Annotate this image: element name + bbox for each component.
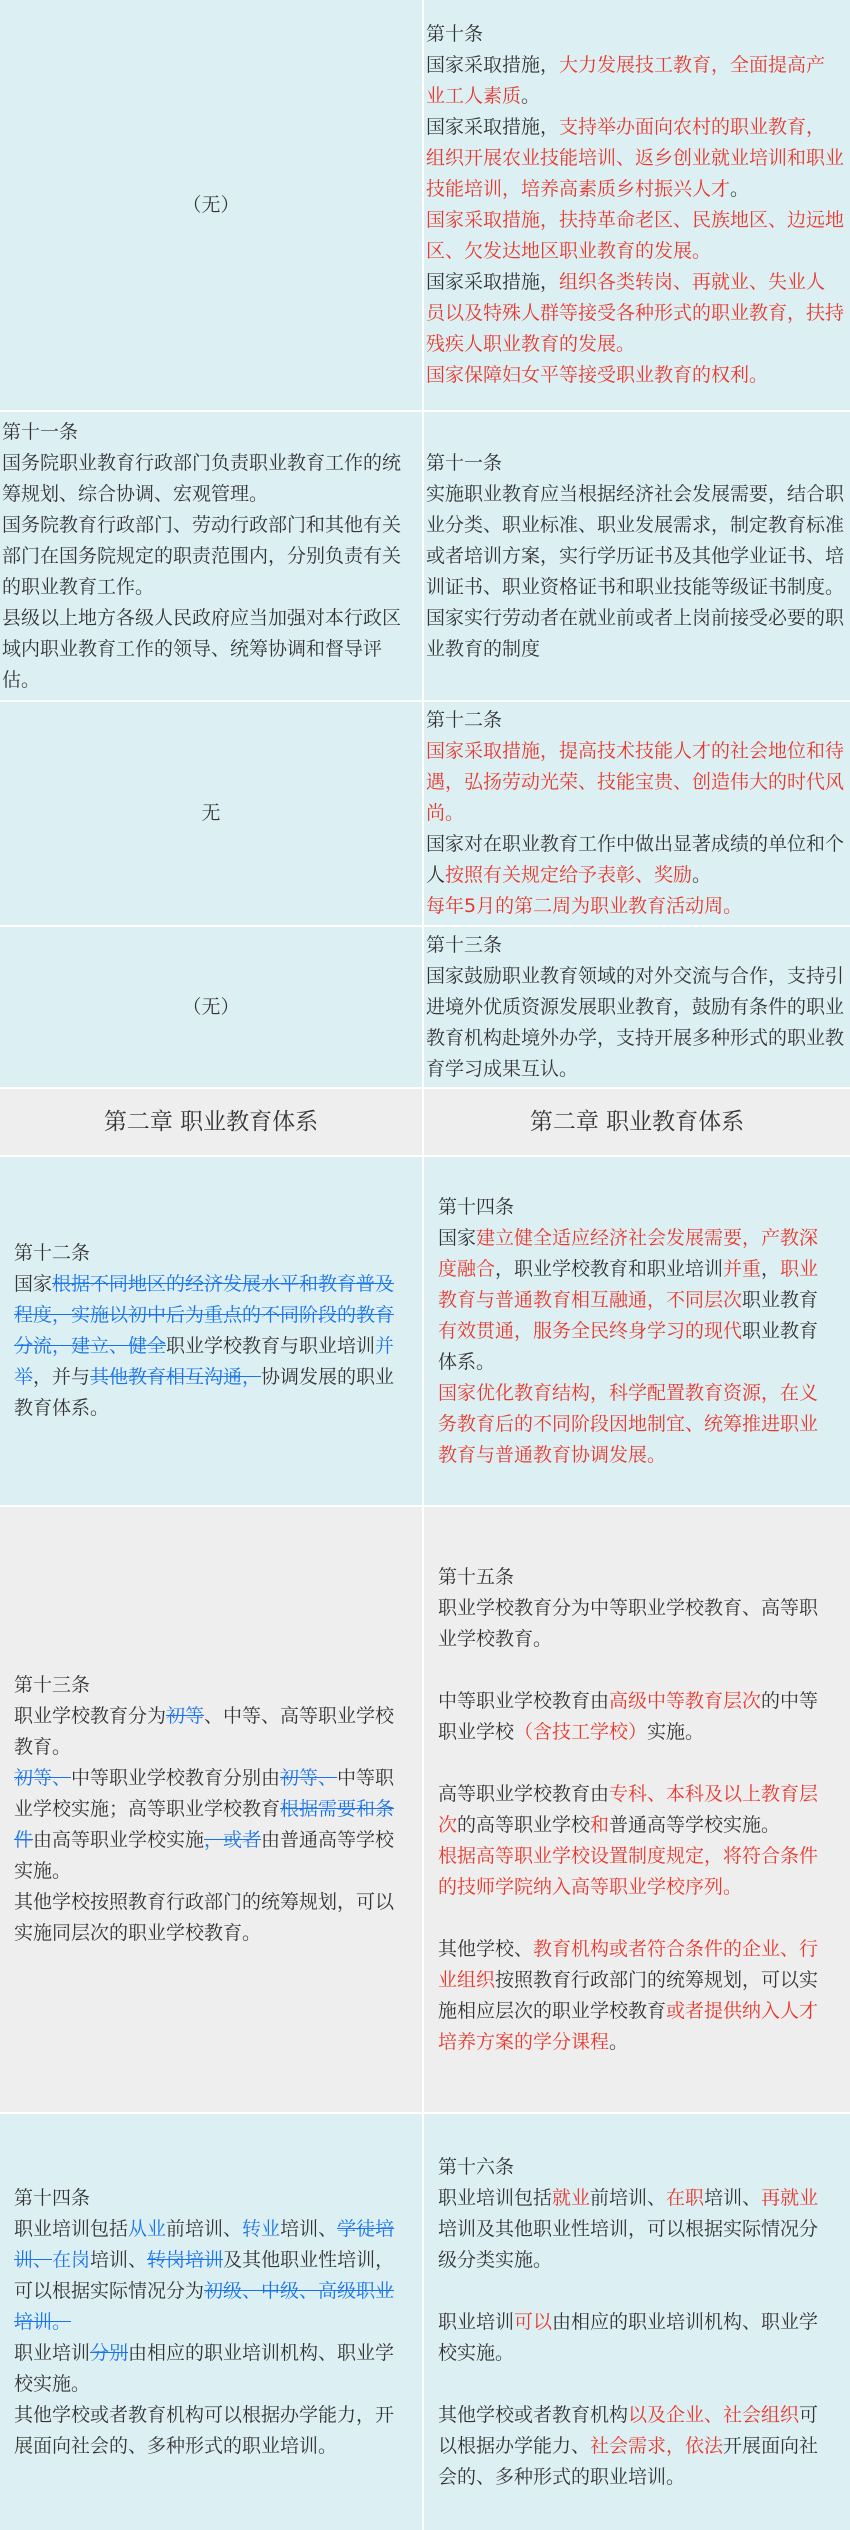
- text-run: 第十一条: [2, 420, 79, 443]
- added-text: 以及企业、社会组织: [628, 2403, 800, 2426]
- deleted-text: 根据需要和条件: [14, 1798, 395, 1851]
- added-text: 有效贯通，服务全民终身学习的现代: [438, 1319, 743, 1342]
- right-cell-article-12: [424, 702, 850, 925]
- text-run: 第十三条: [14, 1674, 91, 1696]
- added-text: 专科、本科及以上教育层次: [438, 1782, 819, 1836]
- text-run: 普通高等学校实施。: [609, 1813, 781, 1836]
- row-article-13: [0, 927, 850, 1089]
- text-run: 及其他职业性培训，可以根据实际情况分为: [14, 2248, 395, 2302]
- paragraph: [426, 448, 844, 479]
- left-cell-old-article-14: [0, 2114, 424, 2530]
- text-run: 职业教育体系。: [438, 1319, 819, 1373]
- chapter-2-heading-row: [0, 1089, 850, 1157]
- added-text: 教育机构或者符合条件的企业、行业组织: [438, 1937, 819, 1991]
- paragraph: [426, 50, 844, 112]
- left-cell-article-12: 无: [0, 702, 424, 925]
- deleted-text: 初级、中级、高级职业培训。: [14, 2279, 395, 2333]
- text-run: 国家对在职业教育工作中做出显著成绩的单位和个人: [426, 833, 845, 886]
- paragraph: [14, 2400, 408, 2462]
- changed-text: 在岗: [52, 2248, 91, 2271]
- paragraph: [438, 2183, 836, 2276]
- paragraph: [426, 891, 844, 922]
- paragraph: [426, 930, 844, 961]
- text-run: 的中等职业学校: [438, 1689, 819, 1743]
- text-run: 国家: [14, 1273, 53, 1295]
- paragraph: [426, 205, 844, 267]
- text-run: ，: [761, 1257, 781, 1280]
- text-run: 第十二条: [426, 709, 503, 731]
- paragraph-gap: [438, 2369, 836, 2400]
- added-text: 组织各类转岗、再就业、失业人员以及特殊人群等接受各种形式的职业教育，扶持残疾人职业教育的发展。: [426, 271, 845, 355]
- deleted-text: 根据不同地区的经济发展水平和教育普及程度，实施以初中后为重点的不同阶段的教育分流，建立、健全: [14, 1273, 395, 1357]
- left-cell-old-article-12: [0, 1157, 424, 1505]
- row-article-12: [0, 702, 850, 927]
- paragraph: [426, 267, 844, 360]
- text-run: 中等职业学校实施；高等职业学校教育: [14, 1767, 395, 1820]
- added-text: 国家优化教育结构，科学配置教育资源，在义务教育后的不同阶段因地制宜、统筹推进职业教育与普通教育协调发展。: [438, 1381, 819, 1466]
- paragraph: [14, 1238, 408, 1269]
- text-run: 第十五条: [438, 1565, 515, 1588]
- text-run: 职业培训: [14, 2341, 91, 2364]
- text-run: 第十四条: [14, 2186, 91, 2209]
- added-text: 每年5月的第二周为职业教育活动周。: [426, 895, 743, 917]
- paragraph: [438, 2307, 836, 2369]
- text-run: 培训、: [90, 2248, 148, 2271]
- added-text: 在职: [666, 2186, 705, 2209]
- paragraph: [14, 1763, 408, 1887]
- paragraph: [426, 705, 844, 736]
- added-text: 根据高等职业学校设置制度规定，将符合条件的技师学院纳入高等职业学校序列。: [438, 1844, 819, 1898]
- text-run: 高等职业学校教育由: [438, 1782, 610, 1805]
- right-cell-new-article-15: [424, 1507, 850, 2112]
- text-run: 由相应的职业培训机构、职业学校实施。: [438, 2310, 819, 2364]
- chapter-heading-old: 第二章 职业教育体系: [0, 1089, 424, 1155]
- text-run: 由高等职业学校实施: [33, 1829, 205, 1851]
- added-text: 建立健全适应经济社会发展需要，产教深度融合: [438, 1226, 819, 1280]
- paragraph: [14, 1670, 408, 1701]
- paragraph: [14, 2338, 408, 2400]
- row-vocational-training: [0, 2114, 850, 2530]
- added-text: 和: [590, 1813, 610, 1836]
- deleted-text: 学徒培训、: [14, 2217, 395, 2271]
- paragraph: [14, 1887, 408, 1949]
- text-run: 可以根据办学能力、: [438, 2403, 819, 2457]
- text-run: 、中等、高等职业学校教育。: [14, 1705, 395, 1758]
- text-run: 实施职业教育应当根据经济社会发展需要，结合职业分类、职业标准、职业发展需求，制定教育标准或者培训方案，实行学历证书及其他学业证书、培训证书、职业资格证书和职业技能等级证书制度。: [426, 482, 845, 598]
- text-run: 由相应的职业培训机构、职业学校实施。: [14, 2341, 395, 2395]
- text-run: 前培训、: [166, 2217, 243, 2240]
- text-run: ，并与: [33, 1366, 91, 1388]
- text-run: 其他学校、: [438, 1937, 534, 1960]
- text-run: 职业学校教育分为: [14, 1705, 167, 1727]
- text-run: 。: [521, 85, 541, 107]
- right-cell-article-10: [424, 0, 850, 410]
- paragraph: [438, 1686, 836, 1748]
- text-run: 按照教育行政部门的统筹规划，可以实施相应层次的职业学校教育: [438, 1968, 819, 2022]
- text-run: 国务院职业教育行政部门负责职业教育工作的统筹规划、综合协调、宏观管理。: [2, 451, 402, 505]
- paragraph: [2, 603, 416, 696]
- paragraph: [2, 510, 416, 603]
- left-cell-old-article-13: [0, 1507, 424, 2112]
- row-vocational-school-education: [0, 1507, 850, 2114]
- text-run: 。: [730, 178, 750, 200]
- paragraph: [438, 1378, 836, 1471]
- added-text: 国家采取措施，提高技术技能人才的社会地位和待遇，弘扬劳动光荣、技能宝贵、创造伟大的时代风尚。: [426, 740, 845, 824]
- text-run: 。: [692, 864, 712, 886]
- text-run: 的高等职业学校: [457, 1813, 591, 1836]
- text-run: 由普通高等学校实施。: [14, 1829, 395, 1882]
- paragraph: [438, 1593, 836, 1655]
- paragraph-gap: [438, 2276, 836, 2307]
- added-text: 大力发展技工教育，全面提高产业工人素质: [426, 54, 826, 107]
- text-run: 第十三条: [426, 933, 503, 956]
- paragraph: [426, 19, 844, 50]
- text-run: 培训、: [704, 2186, 762, 2209]
- left-cell-article-13: （无）: [0, 927, 424, 1087]
- text-run: 实施。: [647, 1720, 705, 1743]
- row-article-11: [0, 412, 850, 702]
- added-text: 国家保障妇女平等接受职业教育的权利。: [426, 364, 769, 386]
- text-run: 国家采取措施，: [426, 116, 560, 138]
- text-run: 协调发展的职业教育体系。: [14, 1366, 395, 1419]
- text-run: 国家实行劳动者在就业前或者上岗前接受必要的职业教育的制度: [426, 606, 845, 660]
- added-text: 或者提供纳入人才培养方案的学分课程: [438, 1999, 819, 2053]
- text-run: 第十条: [426, 23, 484, 45]
- right-cell-new-article-14: [424, 1157, 850, 1505]
- right-cell-new-article-16: [424, 2114, 850, 2530]
- added-text: 支持举办面向农村的职业教育，组织开展农业技能培训、返乡创业就业培训和职业技能培训，培养高素质乡村振兴人才: [426, 116, 845, 200]
- added-text: 就业: [552, 2186, 591, 2209]
- text-run: 培训及其他职业性培训，可以根据实际情况分级分类实施。: [438, 2217, 819, 2271]
- text-run: 。: [609, 2030, 629, 2053]
- deleted-text: 初等、: [280, 1767, 338, 1789]
- paragraph: [426, 360, 844, 391]
- text-run: 开展面向社会的、多种形式的职业培训。: [438, 2434, 819, 2488]
- text-run: 其他学校或者教育机构可以根据办学能力，开展面向社会的、多种形式的职业培训。: [14, 2403, 395, 2457]
- text-run: 国家采取措施，: [426, 271, 560, 293]
- added-text: 职业教育与普通教育相互融通，不同层次: [438, 1257, 819, 1311]
- text-run: 职业培训: [438, 2310, 515, 2333]
- paragraph: [438, 2152, 836, 2183]
- deleted-text: 分别: [90, 2341, 129, 2364]
- text-run: 第十四条: [438, 1195, 515, 1218]
- text-run: 县级以上地方各级人民政府应当加强对本行政区域内职业教育工作的领导、统筹协调和督导评估。: [2, 606, 402, 691]
- chapter-heading-new: 第二章 职业教育体系: [424, 1089, 850, 1155]
- paragraph-gap: [438, 1655, 836, 1686]
- paragraph: [14, 2214, 408, 2338]
- text-run: 职业学校教育分为中等职业学校教育、高等职业学校教育。: [438, 1596, 819, 1650]
- paragraph: [438, 2400, 836, 2493]
- text-run: 其他学校或者教育机构: [438, 2403, 629, 2426]
- added-text: 再就业: [761, 2186, 819, 2209]
- text-run: 培训、: [280, 2217, 338, 2240]
- text-run: 职业教育: [742, 1288, 819, 1311]
- text-run: ，职业学校教育和职业培训: [495, 1257, 724, 1280]
- added-text: 高级中等教育层次: [609, 1689, 762, 1712]
- right-cell-article-11: [424, 412, 850, 700]
- paragraph: [426, 479, 844, 603]
- changed-text: 从业: [128, 2217, 167, 2240]
- paragraph: [14, 1701, 408, 1763]
- paragraph: [2, 448, 416, 510]
- paragraph: [438, 1934, 836, 2058]
- text-run: 国家采取措施，: [426, 54, 560, 76]
- changed-text: 转业: [242, 2217, 281, 2240]
- paragraph: [426, 829, 844, 891]
- text-run: 前培训、: [590, 2186, 667, 2209]
- deleted-text: 转岗培训: [147, 2248, 224, 2271]
- paragraph: [426, 603, 844, 665]
- text-run: 第十二条: [14, 1242, 91, 1264]
- added-text: 可以: [514, 2310, 553, 2333]
- paragraph: [426, 736, 844, 829]
- paragraph-gap: [438, 1748, 836, 1779]
- text-run: 中等职业学校教育由: [438, 1689, 610, 1712]
- text-run: 中等职业学校教育分别由: [71, 1767, 281, 1789]
- text-run: 国务院教育行政部门、劳动行政部门和其他有关部门在国务院规定的职责范围内，分别负责有关的职业教育工作。: [2, 513, 402, 598]
- row-education-system: [0, 1157, 850, 1507]
- deleted-text: 初等: [166, 1705, 205, 1727]
- text-run: 职业培训包括: [14, 2217, 129, 2240]
- paragraph-gap: [438, 1903, 836, 1934]
- paragraph: [426, 961, 844, 1085]
- added-text: （含技工学校）: [514, 1720, 648, 1743]
- added-text: 按照有关规定给予表彰、奖励: [445, 864, 693, 886]
- text-run: 职业学校教育与职业培训: [166, 1335, 376, 1357]
- text-run: 职业培训包括: [438, 2186, 553, 2209]
- deleted-text: 其他教育相互沟通，: [90, 1366, 262, 1388]
- deleted-text: 初等、: [14, 1767, 72, 1789]
- text-run: 第十一条: [426, 451, 503, 474]
- paragraph: [438, 1192, 836, 1223]
- paragraph: [2, 417, 416, 448]
- added-text: 并重: [723, 1257, 762, 1280]
- paragraph: [426, 112, 844, 205]
- added-text: 社会需求，依法: [590, 2434, 724, 2457]
- changed-text: 并举: [14, 1335, 395, 1388]
- text-run: 第十六条: [438, 2155, 515, 2178]
- text-run: 国家: [438, 1226, 477, 1249]
- paragraph: [14, 2183, 408, 2214]
- left-cell-article-10: （无）: [0, 0, 424, 410]
- left-cell-article-11: [0, 412, 424, 700]
- paragraph: [14, 1269, 408, 1424]
- row-article-10: [0, 0, 850, 412]
- paragraph: [438, 1841, 836, 1903]
- paragraph: [438, 1562, 836, 1593]
- right-cell-article-13: [424, 927, 850, 1087]
- paragraph: [438, 1223, 836, 1378]
- deleted-text: ，或者: [204, 1829, 262, 1851]
- text-run: 国家鼓励职业教育领域的对外交流与合作，支持引进境外优质资源发展职业教育，鼓励有条件的职业教育机构赴境外办学，支持开展多种形式的职业教育学习成果互认。: [426, 964, 845, 1080]
- added-text: 国家采取措施，扶持革命老区、民族地区、边远地区、欠发达地区职业教育的发展。: [426, 209, 845, 262]
- paragraph: [438, 1779, 836, 1841]
- text-run: 其他学校按照教育行政部门的统筹规划，可以实施同层次的职业学校教育。: [14, 1891, 395, 1944]
